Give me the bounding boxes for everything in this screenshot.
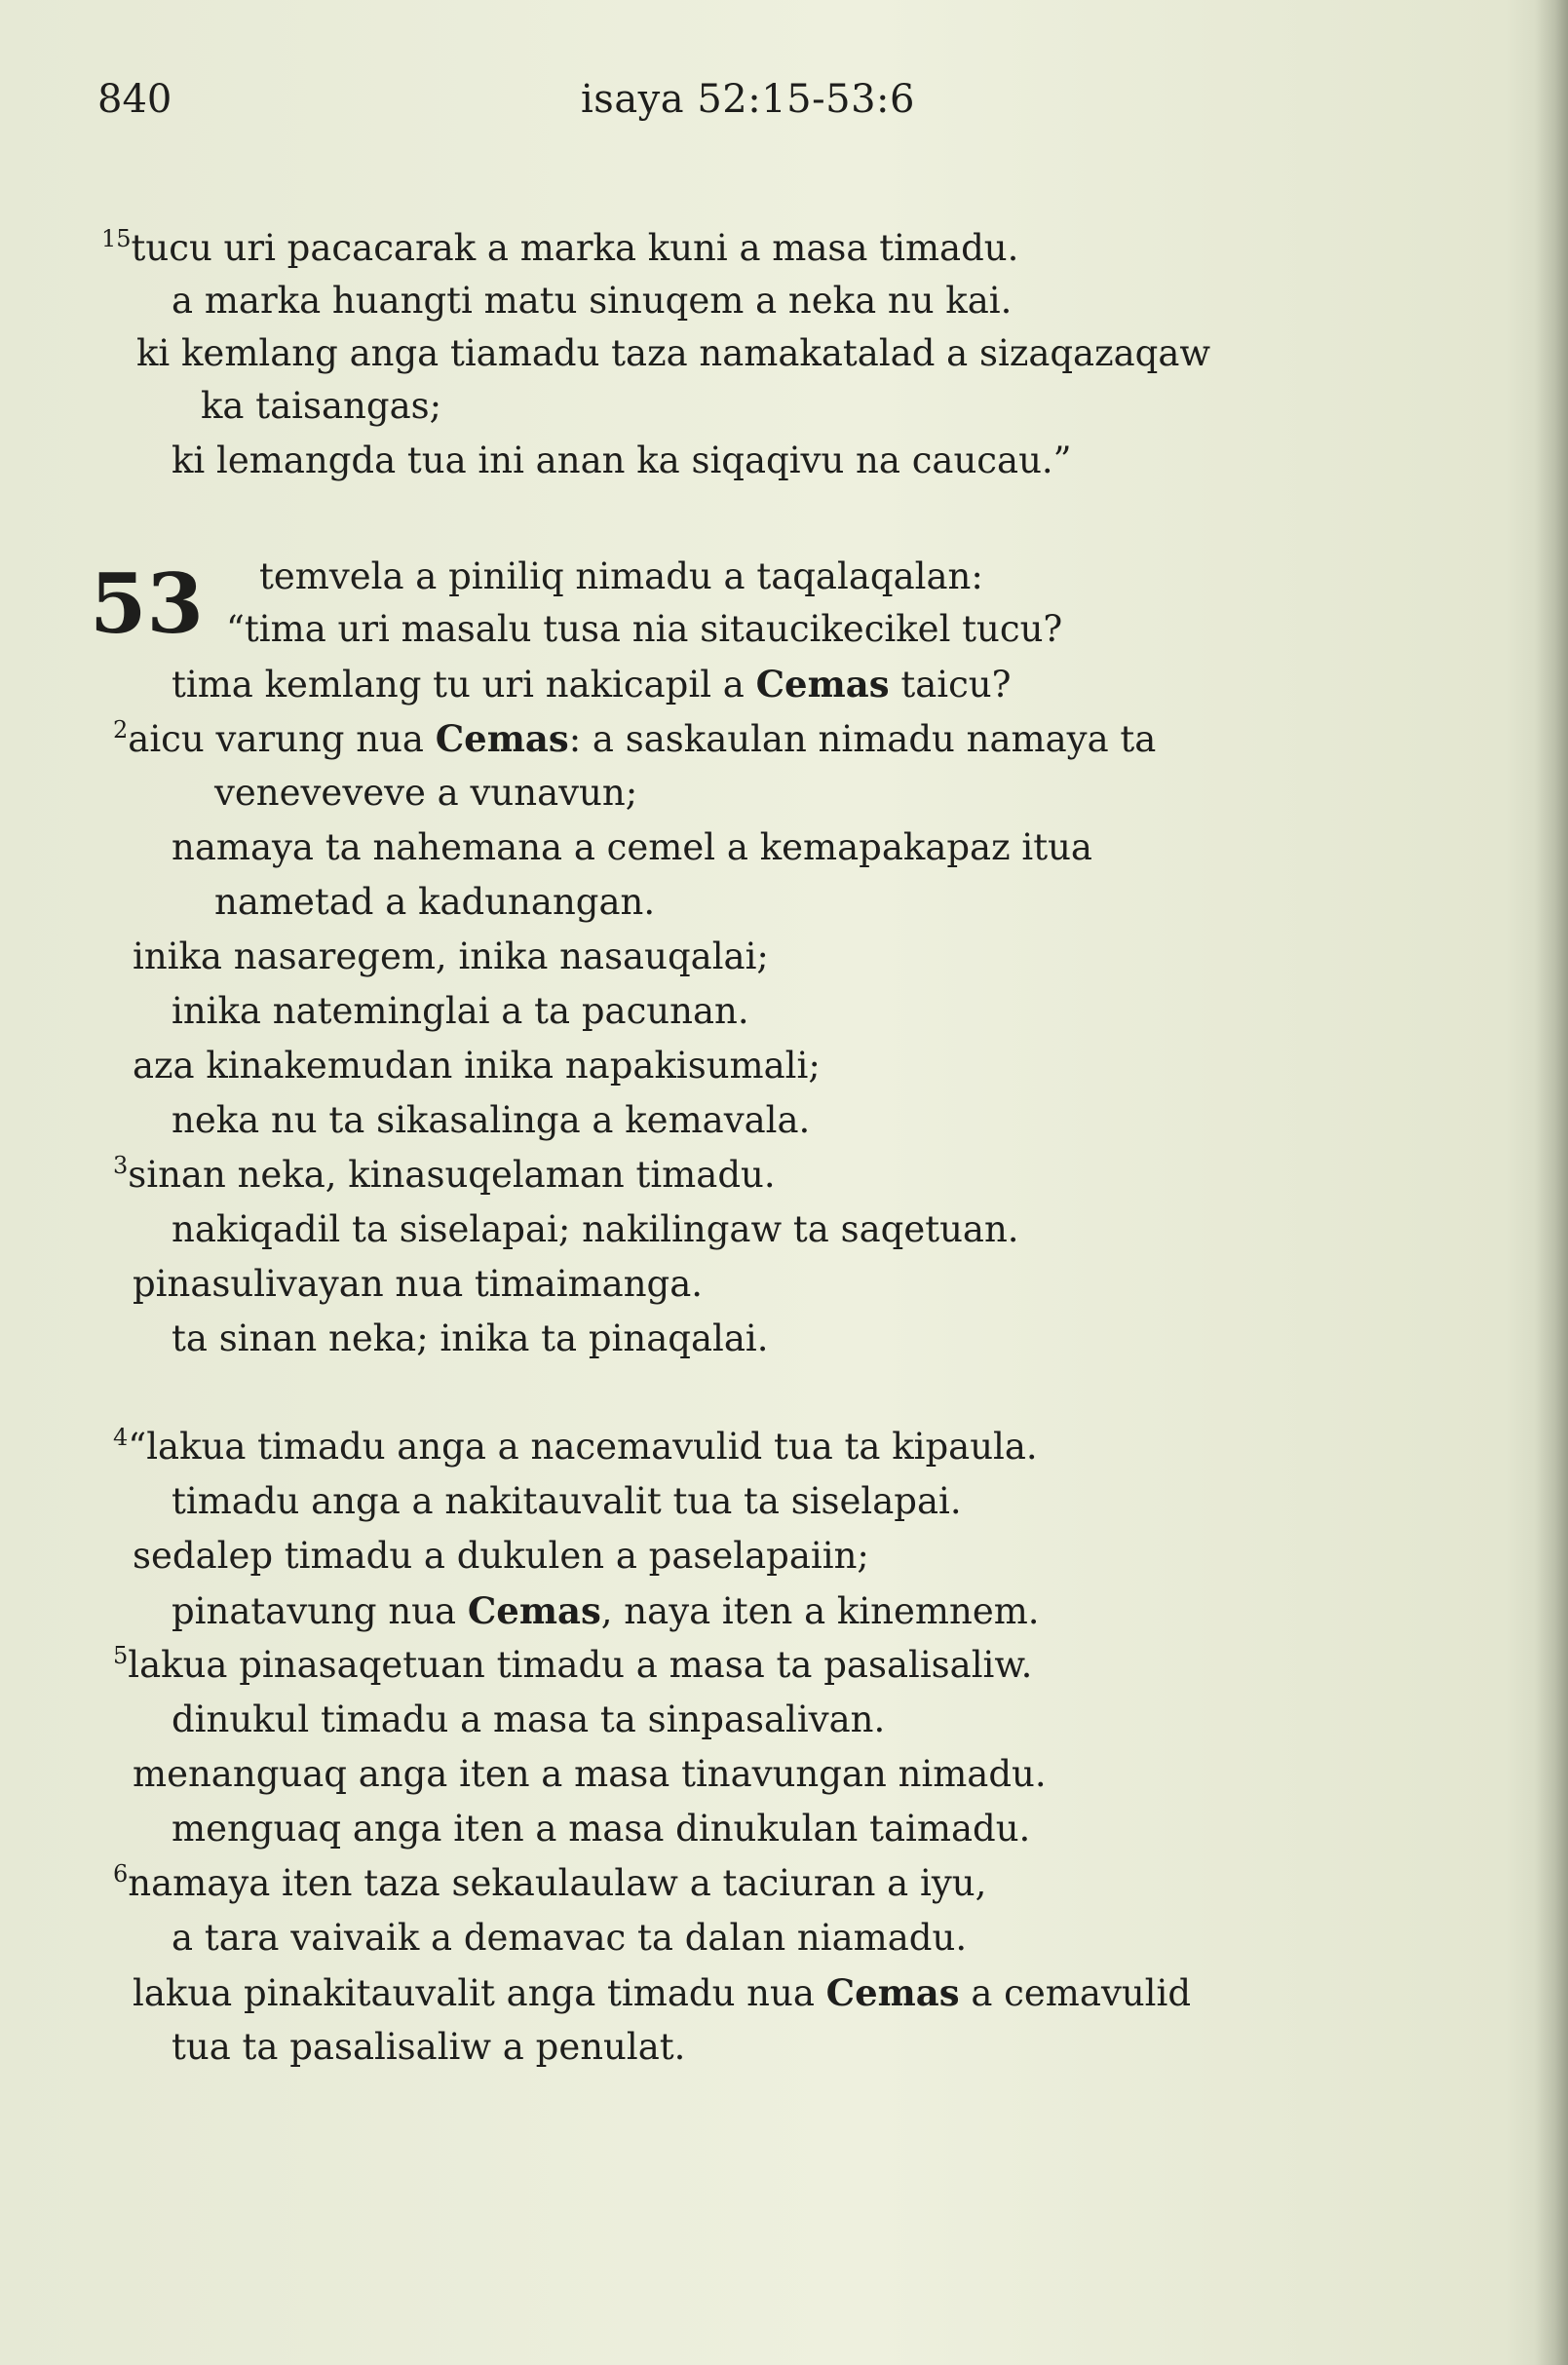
verse-line <box>113 1149 776 1202</box>
verse-number: 3 <box>113 1152 129 1179</box>
verse-text: sinan neka, kinasuqelaman timadu. <box>128 1154 776 1196</box>
verse-line <box>172 275 1012 327</box>
verse-text: , naya iten a kinemnem. <box>600 1590 1040 1632</box>
divine-name: Cemas <box>755 663 890 706</box>
divine-name: Cemas <box>467 1589 601 1632</box>
verse-line <box>172 1912 967 1964</box>
verse-line <box>172 658 1011 711</box>
divine-name: Cemas <box>825 1971 960 2014</box>
verse-line <box>113 1421 1038 1473</box>
verse-line <box>133 1530 869 1583</box>
verse-text: pinatavung nua <box>172 1590 468 1632</box>
verse-line <box>113 1639 1032 1692</box>
verse-text: neka nu ta sikasalinga a kemavala. <box>172 1099 811 1141</box>
verse-number: 15 <box>101 225 132 252</box>
verse-number: 6 <box>113 1860 129 1888</box>
verse-text: nametad a kadunangan. <box>214 881 656 923</box>
verse-text: ki lemangda tua ini anan ka siqaqivu na caucau.” <box>172 439 1072 481</box>
verse-line <box>136 327 1210 380</box>
verse-line <box>172 985 749 1038</box>
verse-text: a marka huangti matu sinuqem a neka nu kai. <box>172 280 1013 322</box>
verse-line <box>133 1040 821 1092</box>
verse-text: : a saskaulan nimadu namaya ta <box>568 718 1157 760</box>
verse-text: tima kemlang tu uri nakicapil a <box>172 664 756 706</box>
page-binding-edge <box>1535 0 1568 2365</box>
verse-line <box>133 1748 1047 1801</box>
verse-text: aza kinakemudan inika napakisumali; <box>133 1045 821 1087</box>
verse-text: a cemavulid <box>959 1972 1192 2014</box>
verse-line <box>172 435 1072 487</box>
verse-number: 2 <box>113 716 129 744</box>
verse-line <box>113 1857 986 1910</box>
verse-text: menanguaq anga iten a masa tinavungan nimadu. <box>133 1753 1047 1795</box>
verse-text: lakua pinakitauvalit anga timadu nua <box>133 1972 826 2014</box>
verse-text: inika nateminglai a ta pacunan. <box>172 990 749 1032</box>
page-number: 840 <box>97 77 172 122</box>
chapter-number: 53 <box>90 555 204 652</box>
verse-text: a tara vaivaik a demavac ta dalan niamadu. <box>172 1917 968 1959</box>
verse-text: aicu varung nua <box>128 718 436 760</box>
verse-text: pinasulivayan nua timaimanga. <box>133 1263 704 1305</box>
show-through-1 <box>1033 185 1423 224</box>
verse-number: 5 <box>113 1642 129 1669</box>
verse-line <box>133 1966 1191 2020</box>
verse-line <box>172 1203 1019 1256</box>
verse-text: sedalep timadu a dukulen a paselapaiin; <box>133 1535 869 1577</box>
verse-text: namaya iten taza sekaulaulaw a taciuran a iyu, <box>128 1862 987 1904</box>
verse-text: temvela a piniliq nimadu a taqalaqalan: <box>259 555 983 597</box>
verse-text: veneveveve a vunavun; <box>214 772 638 814</box>
running-head: isaya 52:15-53:6 <box>581 77 915 122</box>
verse-line <box>214 876 655 929</box>
verse-line <box>259 551 983 603</box>
verse-line <box>172 1694 885 1746</box>
verse-text: menguaq anga iten a masa dinukulan taimadu. <box>172 1808 1031 1850</box>
verse-text: taicu? <box>889 664 1012 706</box>
verse-line <box>201 380 441 433</box>
verse-line <box>101 222 1018 275</box>
verse-number: 4 <box>113 1424 129 1451</box>
page-header <box>97 70 1462 129</box>
verse-text: timadu anga a nakitauvalit tua ta siselapai. <box>172 1480 962 1522</box>
verse-line <box>172 2021 685 2074</box>
verse-text: inika nasaregem, inika nasauqalai; <box>133 935 769 977</box>
verse-line <box>214 767 637 820</box>
verse-line <box>172 1584 1040 1638</box>
verse-line <box>172 1094 810 1147</box>
verse-line <box>172 1803 1030 1855</box>
verse-line <box>133 931 769 983</box>
verse-text: ka taisangas; <box>201 385 442 427</box>
verse-line <box>113 712 1156 766</box>
verse-text: “lakua timadu anga a nacemavulid tua ta kipaula. <box>128 1426 1038 1468</box>
verse-line <box>226 603 1062 656</box>
verse-line <box>133 1258 703 1311</box>
verse-line <box>172 1475 962 1528</box>
verse-text: ki kemlang anga tiamadu taza namakatalad a sizaqazaqaw <box>136 332 1211 374</box>
verse-line <box>172 821 1092 874</box>
verse-text: lakua pinasaqetuan timadu a masa ta pasalisaliw. <box>128 1644 1033 1686</box>
verse-text: namaya ta nahemana a cemel a kemapakapaz itua <box>172 826 1092 868</box>
verse-text: tucu uri pacacarak a marka kuni a masa timadu. <box>131 227 1019 269</box>
verse-line <box>172 1313 769 1365</box>
verse-text: dinukul timadu a masa ta sinpasalivan. <box>172 1698 886 1740</box>
verse-text: “tima uri masalu tusa nia sitaucikecikel tucu? <box>226 608 1063 650</box>
divine-name: Cemas <box>435 717 569 760</box>
verse-text: tua ta pasalisaliw a penulat. <box>172 2026 686 2068</box>
verse-text: nakiqadil ta siselapai; nakilingaw ta saqetuan. <box>172 1208 1019 1250</box>
verse-text: ta sinan neka; inika ta pinaqalai. <box>172 1317 769 1359</box>
